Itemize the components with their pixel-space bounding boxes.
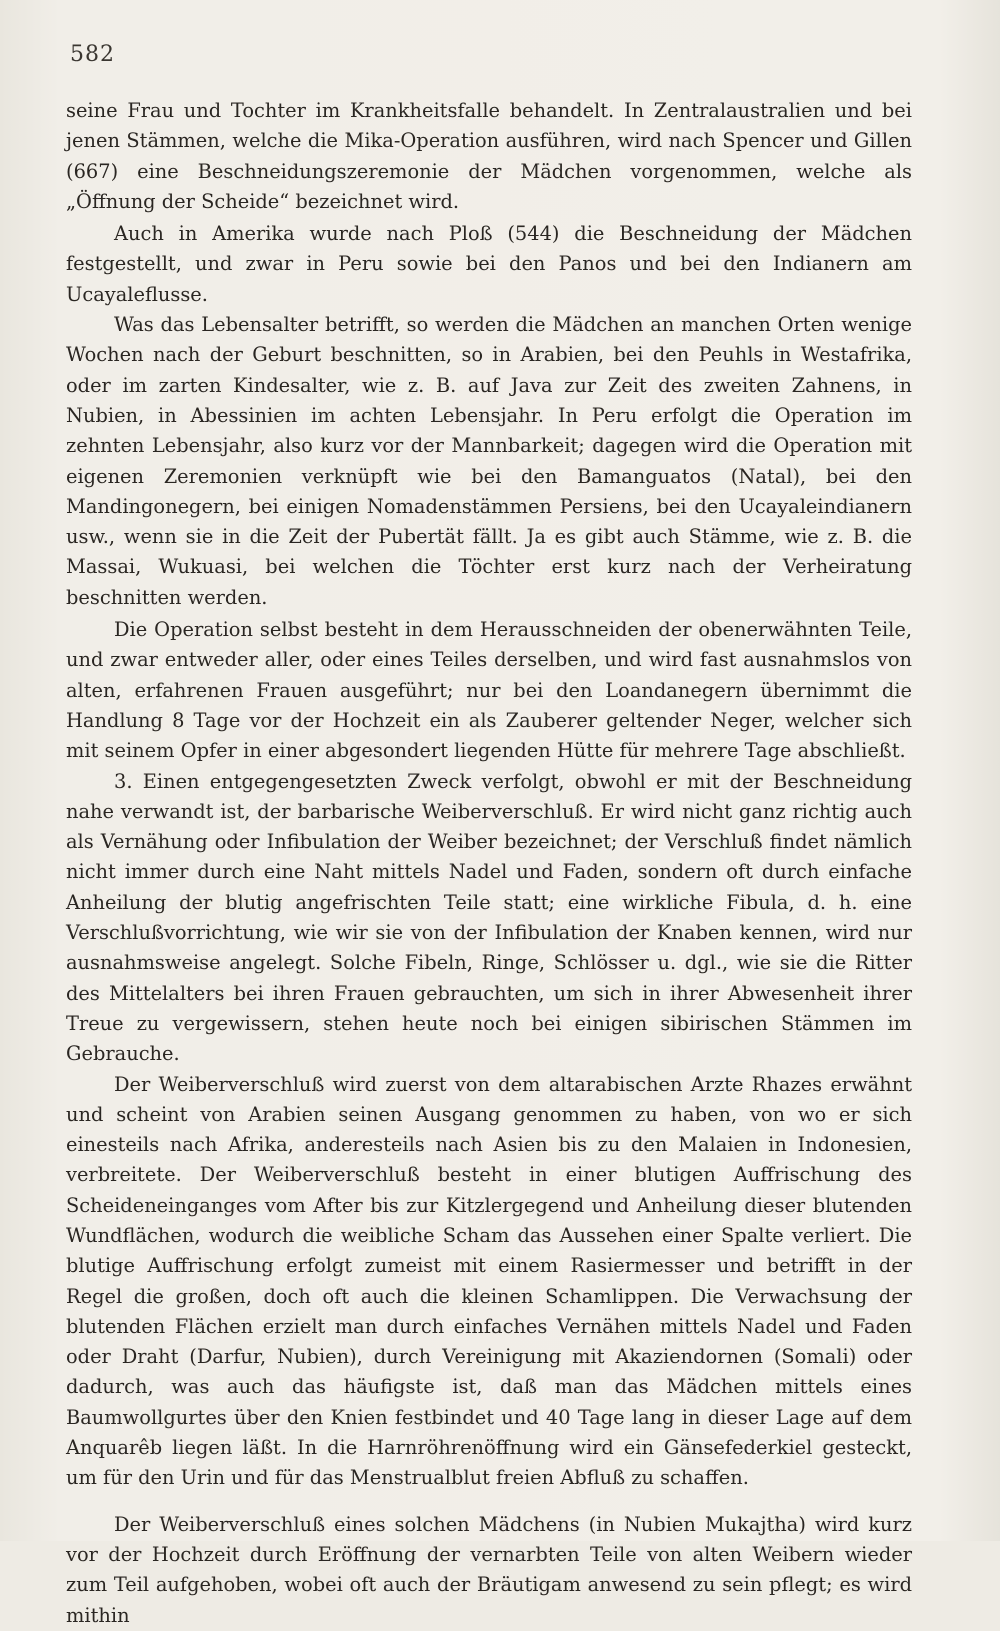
paragraph-3: Was das Lebensalter betrifft, so werden die Mädchen an manchen Orten wenige Wochen nach der Geburt beschnitten, so in Arabien, bei den Peuhls in Westafrika, oder im zarten Kindesalter, wie z. B. auf Java zur Zeit des zweiten Zahnens, in Nubien, in Abessinien im achten Lebensjahr. In Peru erfolgt die Operation im zehnten Lebensjahr, also kurz vor der Mannbarkeit; dagegen wird die Operation mit eigenen Zeremonien verknüpft wie bei den Bamanguatos (Natal), bei den Mandingonegern, bei einigen Nomadenstämmen Persiens, bei den Ucayaleindianern usw., wenn sie in die Zeit der Pubertät fällt. Ja es gibt auch Stämme, wie z. B. die Massai, Wukuasi, bei welchen die Töchter erst kurz nach der Verheiratung beschnitten werden. [66, 313, 912, 609]
paragraph-4: Die Operation selbst besteht in dem Herausschneiden der obenerwähnten Teile, und zwar entweder aller, oder eines Teiles derselben, und wird fast ausnahmslos von alten, erfahrenen Frauen ausgeführt; nur bei den Loandanegern übernimmt die Handlung 8 Tage vor der Hochzeit ein als Zauberer geltender Neger, welcher sich mit seinem Opfer in einer abgesondert liegenden Hütte für mehrere Tage abschließt. [66, 618, 912, 763]
paragraph-2: Auch in Amerika wurde nach Ploß (544) die Beschneidung der Mädchen festgestellt, und zwar in Peru sowie bei den Panos und bei den Indianern am Ucayaleflusse. [66, 222, 912, 306]
body-text [66, 96, 912, 1631]
paragraph-5: 3. Einen entgegengesetzten Zweck verfolgt, obwohl er mit der Beschneidung nahe verwandt ist, der barbarische Weiberverschluß. Er wird nicht ganz richtig auch als Vernähung oder Infibulation der Weiber bezeichnet; der Verschluß findet nämlich nicht immer durch eine Naht mittels Nadel und Faden, sondern oft durch einfache Anheilung der blutig angefrischten Teile statt; eine wirkliche Fibula, d. h. eine Verschlußvorrichtung, wie wir sie von der Infibulation der Knaben kennen, wird nur ausnahmsweise angelegt. Solche Fibeln, Ringe, Schlösser u. dgl., wie sie die Ritter des Mittelalters bei ihren Frauen gebrauchten, um sich in ihrer Abwesenheit ihrer Treue zu vergewissern, stehen heute noch bei einigen sibirischen Stämmen im Gebrauche. [66, 769, 912, 1066]
paragraph-6: Der Weiberverschluß wird zuerst von dem altarabischen Arzte Rhazes erwähnt und scheint von Arabien seinen Ausgang genommen zu haben, von wo er sich einesteils nach Afrika, anderesteils nach Asien bis zu den Malaien in Indonesien, verbreitete. Der Weiberverschluß besteht in einer blutigen Auffrischung des Scheideneinganges vom After bis zur Kitzlergegend und Anheilung dieser blutenden Wundflächen, wodurch die weibliche Scham das Aussehen einer Spalte verliert. Die blutige Auffrischung erfolgt zumeist mit einem Rasiermesser und betrifft in der Regel die großen, doch oft auch die kleinen Schamlippen. Die Verwachsung der blutenden Flächen erzielt man durch einfaches Vernähen mittels Nadel und Faden oder Draht (Darfur, Nubien), durch Vereinigung mit Akaziendornen (Somali) oder dadurch, was auch das häufigste ist, daß man das Mädchen mittels eines Baumwollgurtes über den Knien festbindet und 40 Tage lang in dieser Lage auf dem Anquarêb liegen läßt. In die Harnröhrenöffnung wird ein Gänsefederkiel gesteckt, um für den Urin und für das Menstrualblut freien Abfluß zu schaffen. [66, 1072, 912, 1490]
paragraph-7: Der Weiberverschluß eines solchen Mädchens (in Nubien Mukajtha) wird kurz vor der Hochzeit durch Eröffnung der vernarbten Teile von alten Weibern wieder zum Teil aufgehoben, wobei oft auch der Bräutigam anwesend zu sein pflegt; es wird mithin [66, 1512, 912, 1627]
page-number: 582 [70, 42, 115, 67]
paragraph-1: seine Frau und Tochter im Krankheitsfalle behandelt. In Zentralaustralien und bei jenen Stämmen, welche die Mika-Operation ausführen, wird nach Spencer und Gillen (667) eine Beschneidungszeremonie der Mädchen vorgenommen, welche als „Öffnung der Scheide“ bezeichnet wird. [66, 99, 912, 213]
